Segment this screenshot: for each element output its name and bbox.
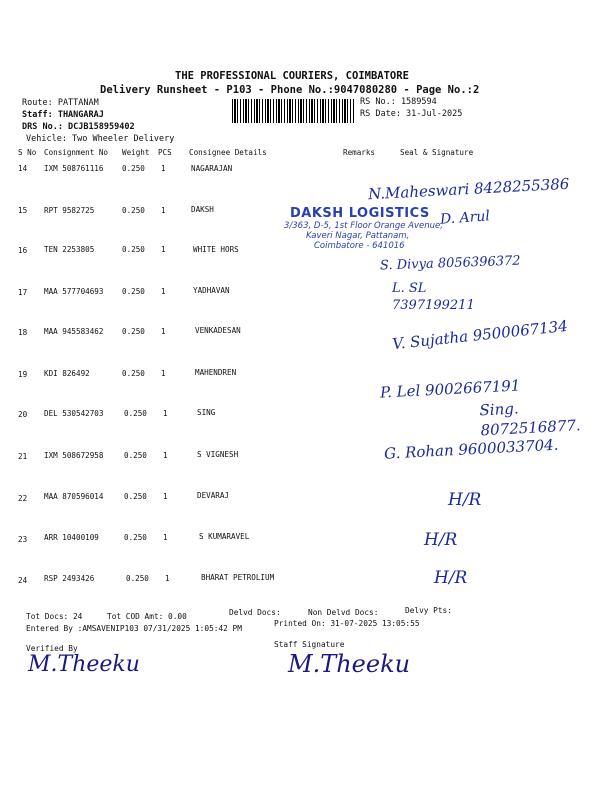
- handwriting-row22: H/R: [448, 490, 482, 510]
- row-pcs: 1: [161, 164, 166, 173]
- row-sno: 14: [18, 164, 28, 173]
- row-pcs: 1: [161, 369, 166, 378]
- row-sno: 22: [18, 494, 28, 503]
- handwriting-row17: L. SL 7397199211: [392, 281, 475, 313]
- row-weight: 0.250: [126, 574, 149, 583]
- printed-on: Printed On: 31-07-2025 13:05:55: [274, 619, 420, 628]
- verified-signature: M.Theeku: [28, 652, 140, 677]
- row-consignment: MAA 945583462: [44, 327, 104, 336]
- row-consignment: RPT 9582725: [44, 206, 95, 215]
- row-pcs: 1: [161, 327, 166, 336]
- stamp-title: DAKSH LOGISTICS: [290, 206, 430, 221]
- row-weight: 0.250: [124, 409, 147, 418]
- delivered-docs: Delvd Docs:: [229, 608, 281, 617]
- row-consignment: MAA 870596014: [44, 492, 104, 501]
- row-consignment: IXM 508672958: [44, 451, 104, 460]
- row-weight: 0.250: [124, 492, 147, 501]
- staff-signature-label: Staff Signature: [274, 640, 345, 649]
- non-delivered-docs: Non Delvd Docs:: [308, 608, 379, 617]
- handwriting-row19: P. Lel 9002667191: [379, 376, 521, 402]
- row-pcs: 1: [161, 287, 166, 296]
- row-sno: 18: [18, 328, 28, 337]
- row-pcs: 1: [163, 492, 168, 501]
- row-weight: 0.250: [122, 287, 145, 296]
- handwriting-row14: N.Maheswari 8428255386: [367, 174, 570, 204]
- row-consignee: VENKADESAN: [195, 326, 241, 335]
- col-seal: Seal & Signature: [400, 148, 474, 157]
- stamp-address-line1: 3/363, D-5, 1st Floor Orange Avenue,: [284, 221, 443, 231]
- stamp-address-line2: Kaveri Nagar, Pattanam,: [306, 231, 410, 241]
- runsheet-subtitle: Delivery Runsheet - P103 - Phone No.:9047080280 - Page No.:2: [100, 84, 480, 96]
- handwriting-row18: V. Sujatha 9500067134: [391, 316, 569, 354]
- staff-signature: M.Theeku: [288, 650, 411, 678]
- route-label: Route: PATTANAM: [22, 98, 99, 108]
- row-sno: 21: [18, 452, 28, 461]
- row-consignment: KDI 826492: [44, 369, 90, 378]
- entered-by: Entered By :AMSAVENIP103 07/31/2025 1:05:42 PM: [26, 624, 242, 633]
- barcode: [232, 99, 354, 123]
- row-weight: 0.250: [124, 451, 147, 460]
- row-sno: 16: [18, 246, 28, 255]
- row-consignee: BHARAT PETROLIUM: [201, 573, 275, 582]
- col-consignment: Consignment No: [44, 148, 109, 157]
- handwriting-row24: H/R: [434, 568, 468, 588]
- row-consignee: SING: [197, 408, 216, 417]
- col-pcs: PCS: [158, 148, 172, 157]
- row-consignee: WHITE HORS: [193, 245, 239, 254]
- row-consignee: MAHENDREN: [195, 368, 237, 377]
- vehicle-label: Vehicle: Two Wheeler Delivery: [26, 134, 175, 144]
- handwriting-row16: S. Divya 8056396372: [379, 253, 521, 274]
- row-consignee: YADHAVAN: [193, 286, 230, 295]
- row-consignment: RSP 2493426: [44, 574, 95, 583]
- row-consignee: DEVARAJ: [197, 491, 230, 500]
- row-consignee: S VIGNESH: [197, 450, 239, 459]
- total-docs: Tot Docs: 24: [26, 612, 83, 621]
- row-weight: 0.250: [122, 164, 145, 173]
- row-pcs: 1: [163, 533, 168, 542]
- row-consignee: DAKSH: [191, 205, 214, 214]
- handwriting-row23: H/R: [424, 530, 458, 550]
- row-pcs: 1: [163, 409, 168, 418]
- stamp-address-line3: Coimbatore - 641016: [314, 241, 405, 251]
- row-consignment: IXM 508761116: [44, 164, 104, 173]
- staff-label: Staff: THANGARAJ: [22, 110, 104, 120]
- row-consignment: TEN 2253805: [44, 245, 95, 254]
- row-weight: 0.250: [122, 245, 145, 254]
- col-weight: Weight: [122, 148, 150, 157]
- row-pcs: 1: [163, 451, 168, 460]
- row-consignee: S KUMARAVEL: [199, 532, 250, 541]
- rs-number: RS No.: 1589594: [360, 97, 437, 107]
- row-weight: 0.250: [122, 206, 145, 215]
- handwriting-row21: G. Rohan 9600033704.: [383, 435, 559, 463]
- col-consignee: Consignee Details: [189, 148, 267, 157]
- row-sno: 15: [18, 206, 28, 215]
- rs-date: RS Date: 31-Jul-2025: [360, 109, 463, 119]
- handwriting-row20: Sing. 8072516877.: [479, 399, 582, 440]
- company-stamp: [278, 206, 458, 251]
- row-sno: 20: [18, 410, 28, 419]
- row-sno: 23: [18, 535, 28, 544]
- col-sno: S No: [18, 148, 37, 157]
- row-consignee: NAGARAJAN: [191, 164, 233, 173]
- row-weight: 0.250: [124, 533, 147, 542]
- row-sno: 17: [18, 288, 28, 297]
- total-cod-amount: Tot COD Amt: 0.00: [107, 612, 187, 621]
- row-consignment: DEL 530542703: [44, 409, 104, 418]
- row-sno: 19: [18, 370, 28, 379]
- delivery-points: Delvy Pts:: [405, 606, 452, 615]
- row-pcs: 1: [165, 574, 170, 583]
- handwriting-row15: D. Arul: [439, 208, 491, 228]
- row-weight: 0.250: [122, 327, 145, 336]
- row-pcs: 1: [161, 206, 166, 215]
- row-consignment: MAA 577704693: [44, 287, 104, 296]
- col-remarks: Remarks: [343, 148, 376, 157]
- row-weight: 0.250: [122, 369, 145, 378]
- verified-by-label: Verified By: [26, 644, 78, 653]
- row-pcs: 1: [161, 245, 166, 254]
- row-consignment: ARR 10400109: [44, 533, 99, 542]
- row-sno: 24: [18, 576, 28, 585]
- drs-number: DRS No.: DCJB158959402: [22, 122, 135, 132]
- company-title: THE PROFESSIONAL COURIERS, COIMBATORE: [175, 70, 409, 82]
